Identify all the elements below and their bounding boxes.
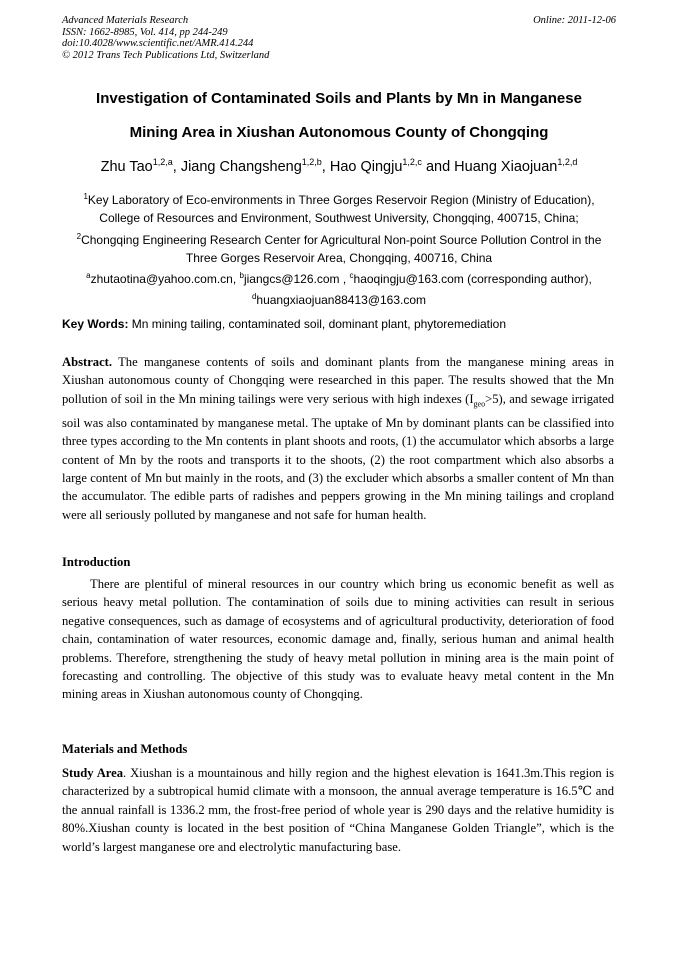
online-date: Online: 2011-12-06 — [533, 15, 616, 26]
keywords-text: Mn mining tailing, contaminated soil, dominant plant, phytoremediation — [128, 317, 507, 331]
author-name: Hao Qingju — [329, 159, 403, 175]
keywords — [62, 317, 506, 331]
keywords-label: Key Words: — [62, 317, 129, 331]
affiliations — [60, 188, 618, 310]
email-a: zhutaotina@yahoo.com.cn, — [90, 272, 240, 287]
affiliation-text: Chongqing Engineering Research Center for Agricultural Non-point Source Pollution Control in the — [81, 232, 602, 247]
study-area-paragraph — [62, 764, 614, 856]
introduction-heading: Introduction — [62, 555, 131, 569]
author-name: Zhu Tao — [100, 159, 153, 175]
email-sup: d — [251, 292, 257, 302]
author-name: Huang Xiaojuan — [454, 159, 558, 175]
study-area-label: Study Area — [62, 766, 124, 780]
abstract-text-2: >5), and sewage irrigated soil was also contaminated by manganese metal. The uptake of Mn by dominant plants can be classified into three types according to the Mn contents in plant shoots and roots, (1) the accumulator which absorbs a large content of Mn by the roots and transports it to the shoots, (2) the root compartment which also absorbs a large content of Mn but mainly in the roots, and (3) the excluder which absorbs a smaller content of Mn than the accumulator. The edible parts of radishes and peppers growing in the Mn mining tailings and cropland were all seriously polluted by manganese and not safe for human health. — [62, 391, 614, 522]
author-separator: , — [321, 159, 330, 175]
materials-methods-heading: Materials and Methods — [62, 742, 188, 756]
affiliation-sup: 1 — [83, 192, 88, 201]
journal-name: Advanced Materials Research — [62, 15, 189, 26]
affiliation-sup: 2 — [76, 231, 82, 241]
author-affil-sup: 1,2,d — [557, 157, 578, 167]
abstract-subscript: geo — [473, 399, 486, 409]
author-affil-sup: 1,2,c — [402, 157, 422, 167]
email-c: haoqingju@163.com (corresponding author), — [353, 272, 592, 287]
introduction-text: There are plentiful of mineral resources in our country which bring us economic benefit as well as serious heavy metal pollution. The contamination of soils due to mining activities can result in serious negative consequences, such as damage of ecosystems and of agricultural productivity, deterioration of food chain, contamination of water resources, economic damage and, finally, serious human and animal health problems. Therefore, strengthening the study of heavy metal pollution in mining area is the main point of forecasting and controlling. The objective of this study was to evaluate heavy metal content in the Mn mining areas in Xiushan autonomous county of Chongqing. — [62, 577, 614, 702]
email-d: huangxiaojuan88413@163.com — [256, 293, 427, 308]
author-separator: and — [421, 159, 455, 175]
email-line-2 — [60, 288, 618, 309]
author-separator: , — [172, 159, 181, 175]
affiliation-2-line-2: Three Gorges Reservoir Area, Chongqing, 400716, China — [185, 250, 493, 265]
affiliation-2-line-1 — [60, 228, 618, 249]
author-name: Jiang Changsheng — [180, 159, 302, 175]
abstract — [62, 353, 614, 524]
paper-title-line-2: Mining Area in Xiushan Autonomous County of Chongqing — [129, 124, 549, 141]
paper-title-line-1: Investigation of Contaminated Soils and Plants by Mn in Manganese — [96, 90, 582, 107]
email-sup: a — [86, 271, 91, 281]
affiliation-1-line-2: College of Resources and Environment, Southwest University, Chongqing, 400715, China; — [99, 211, 579, 226]
journal-header — [62, 15, 616, 61]
email-sup: b — [239, 271, 244, 281]
author-affil-sup: 1,2,b — [301, 157, 322, 167]
email-b: jiangcs@126.com , — [243, 272, 350, 287]
abstract-text-1: The manganese contents of soils and dominant plants from the manganese mining areas in Xiushan autonomous county of Chongqing were researched in this paper. The results showed that the Mn pollution of soil in the Mn mining tailings were very serious with high indexes (I — [62, 355, 614, 406]
journal-doi: doi:10.4028/www.scientific.net/AMR.414.244 — [62, 38, 254, 49]
affiliation-1-line-1 — [60, 188, 618, 209]
journal-issn: ISSN: 1662-8985, Vol. 414, pp 244-249 — [62, 26, 228, 38]
email-sup: c — [349, 271, 354, 281]
affiliation-text: Key Laboratory of Eco-environments in Three Gorges Reservoir Region (Ministry of Education), — [87, 193, 595, 207]
abstract-label: Abstract. — [62, 355, 113, 369]
study-area-text: . Xiushan is a mountainous and hilly region and the highest elevation is 1641.3m.This region is characterized by a subtropical humid climate with a monsoon, the annual average temperature is 16.5℃ and the annual rainfall is 1336.2 mm, the frost-free period of whole year is 290 days and the relative humidity is 80%.Xiushan county is located in the best position of “China Manganese Golden Triangle”, which is the world’s largest manganese ore and electrolytic manufacturing base. — [62, 766, 614, 854]
journal-copyright: © 2012 Trans Tech Publications Ltd, Switzerland — [62, 49, 270, 61]
journal-info — [62, 15, 269, 61]
author-affil-sup: 1,2,a — [152, 157, 173, 167]
email-line-1 — [60, 267, 618, 288]
author-list — [62, 157, 616, 175]
